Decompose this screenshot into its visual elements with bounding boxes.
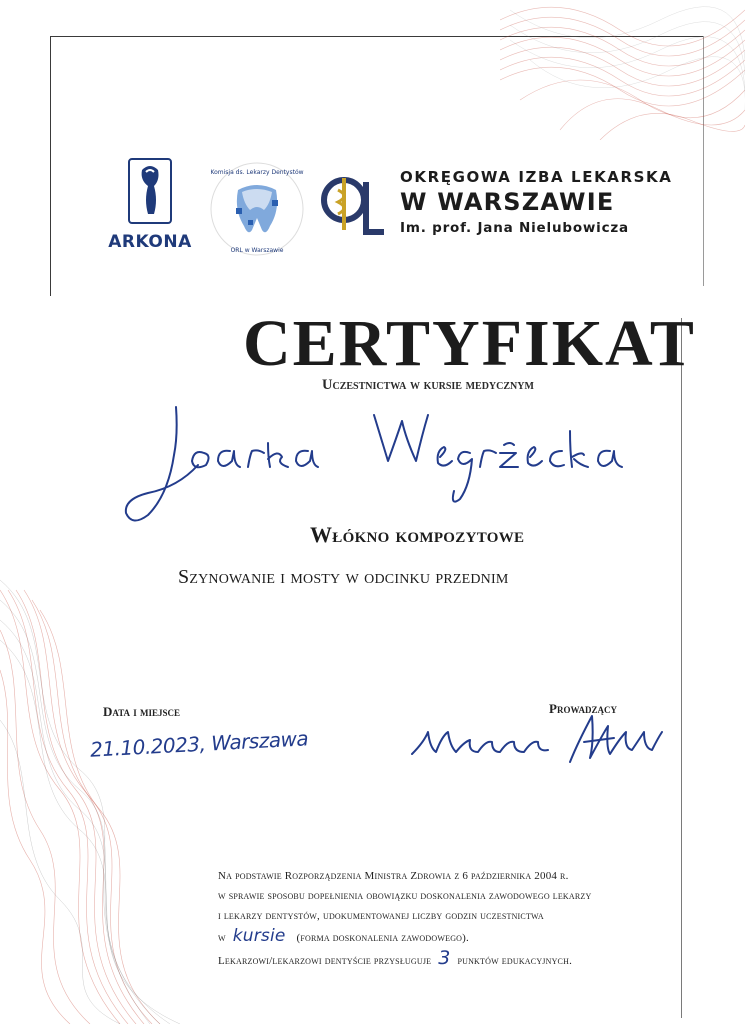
legal-line-4	[218, 926, 658, 948]
svg-text:Komisja ds. Lekarzy Dentystów: Komisja ds. Lekarzy Dentystów	[210, 169, 304, 176]
legal-line-5-prefix: Lekarzowi/lekarzowi dentyście przysługuje	[218, 955, 432, 967]
legal-notice	[218, 866, 658, 971]
arkona-logo	[100, 158, 200, 258]
tooth-figure-icon	[130, 160, 170, 222]
legal-line-1: Na podstawie Rozporządzenia Ministra Zdrowia z 6 października 2004 r.	[218, 870, 569, 882]
participant-name-handwritten	[118, 395, 658, 535]
svg-text:ORL w Warszawie: ORL w Warszawie	[230, 247, 284, 254]
komisja-seal-logo	[208, 160, 306, 258]
legal-line-5-suffix: punktów edukacyjnych.	[457, 955, 573, 967]
arkona-logo-text: ARKONA	[108, 232, 192, 252]
lecturer-signature	[408, 702, 666, 777]
oil-name-line2: W WARSZAWIE	[400, 188, 615, 216]
course-subtitle: Szynowanie i mosty w odcinku przednim	[178, 566, 509, 588]
frame-line-left	[50, 36, 51, 296]
legal-line-4-prefix: w	[218, 932, 226, 944]
legal-line-4-suffix: (forma doskonalenia zawodowego).	[296, 932, 469, 944]
guilloche-decoration-top-right	[500, 0, 745, 140]
oil-emblem-logo	[320, 170, 386, 240]
date-place-label: Data i miejsce	[103, 704, 181, 719]
guilloche-decoration-bottom-left	[0, 570, 230, 1024]
certificate-title: CERTYFIKAT	[243, 307, 696, 380]
legal-line-5	[218, 948, 658, 971]
date-place-handwritten: 21.10.2023, Warszawa	[89, 726, 309, 762]
course-title: Włókno kompozytowe	[310, 522, 525, 547]
lecturer-label: Prowadzący	[549, 701, 617, 716]
oil-name-line3: Im. prof. Jana Nielubowicza	[400, 220, 629, 236]
legal-line-2: w sprawie sposobu dopełnienia obowiązku doskonalenia zawodowego lekarzy	[218, 890, 592, 902]
certificate-subtitle: Uczestnictwa w kursie medycznym	[322, 377, 534, 393]
frame-line-right	[681, 318, 682, 1018]
oil-name-line1: OKRĘGOWA IZBA LEKARSKA	[400, 168, 673, 186]
legal-points-handwritten: 3	[438, 947, 451, 969]
legal-form-handwritten: kursie	[232, 926, 286, 946]
arkona-emblem	[128, 158, 172, 224]
legal-line-3: i lekarzy dentystów, udokumentowanej liczby godzin uczestnictwa	[218, 910, 544, 922]
